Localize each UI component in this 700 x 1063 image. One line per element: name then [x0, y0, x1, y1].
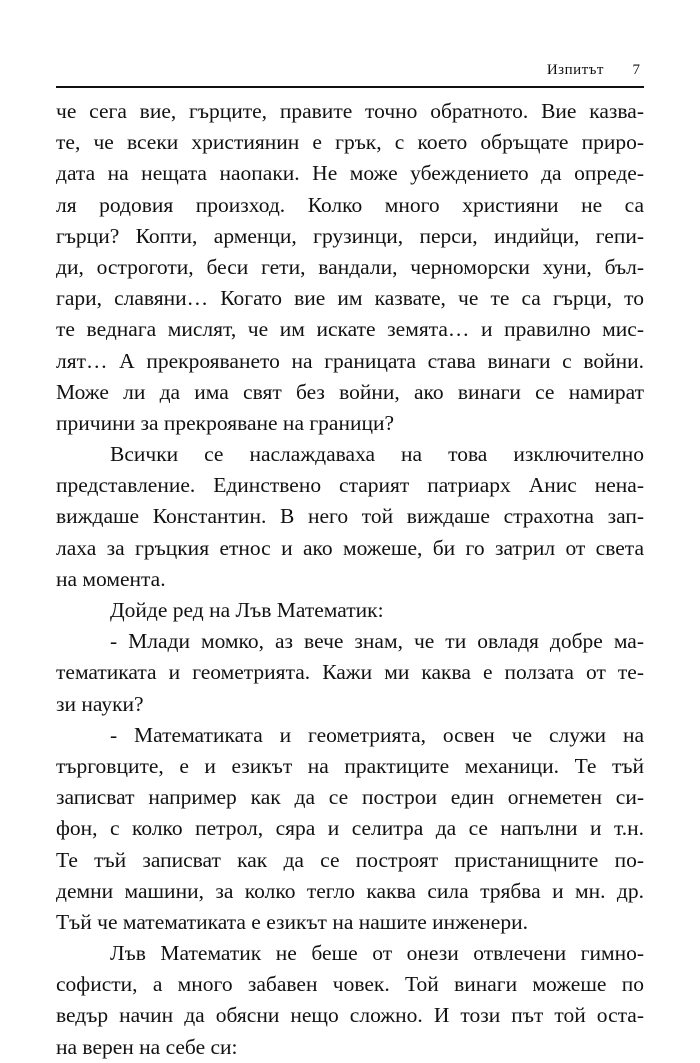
page-number: 7 — [632, 62, 640, 78]
text-line: Може ли да има свят без войни, ако винаги се намират — [56, 379, 644, 404]
text-line: фон, с колко петрол, сяра и селитра да се напълни и т.н. — [56, 816, 644, 841]
text-line: Тъй че математиката е езикът на нашите инженери. — [56, 909, 528, 934]
text-line: Дойде ред на Лъв Математик: — [110, 598, 384, 622]
text-line: че сега вие, гърците, правите точно обратното. Вие казва- — [56, 99, 644, 123]
text-line: причини за прекрояване на граници? — [56, 410, 395, 435]
text-line: на момента. — [56, 566, 166, 591]
text-line: ведър начин да обясни нещо сложно. И този път той оста- — [56, 1003, 644, 1028]
text-line: записват например как да се построи един огнеметен си- — [56, 785, 644, 810]
page-header — [56, 62, 644, 86]
text-line: те, че всеки християнин е грък, с което обръщате приро- — [56, 130, 644, 155]
running-title: Изпитът — [546, 62, 604, 78]
text-line: тематиката и геометрията. Кажи ми каква е ползата от те- — [56, 660, 644, 685]
text-line: ди, остроготи, беси гети, вандали, черноморски хуни, бъл- — [56, 254, 644, 279]
text-line: те веднага мислят, че им искате земята… и правилно мис- — [56, 317, 644, 342]
text-line: виждаше Константин. В него той виждаше страхотна зап- — [56, 504, 644, 529]
text-line: търговците, е и езикът на практиците механици. Те тъй — [56, 753, 644, 778]
text-line: лаха за гръцкия етнос и ако можеше, би го затрил от света — [56, 535, 644, 560]
header-rule — [56, 86, 644, 88]
text-line: лят… А прекрояването на границата става винаги с войни. — [56, 348, 644, 373]
text-line: Те тъй записват как да се построят пристанищните по- — [56, 847, 644, 872]
text-line: зи науки? — [56, 691, 144, 716]
text-line: - Млади момко, аз вече знам, че ти овладя добре ма- — [110, 629, 644, 654]
text-line: представление. Единствено старият патриарх Анис нена- — [56, 473, 644, 498]
text-line: Лъв Математик не беше от онези отвлечени гимно- — [110, 941, 644, 966]
text-line: софисти, а много забавен човек. Той винаги можеше по — [56, 972, 644, 997]
text-line: гърци? Копти, арменци, грузинци, перси, индийци, гепи- — [56, 223, 644, 248]
text-line: ля родовия произход. Колко много християни не са — [56, 192, 644, 217]
text-line: на верен на себе си: — [56, 1034, 238, 1059]
text-line: демни машини, за колко тегло каква сила трябва и мн. др. — [56, 878, 644, 903]
text-line: гари, славяни… Когато вие им казвате, че те са гърци, то — [56, 286, 644, 311]
text-line: - Математиката и геометрията, освен че служи на — [110, 722, 644, 747]
body-text — [56, 96, 644, 1063]
text-line: дата на нещата наопаки. Не може убеждението да опреде- — [56, 161, 644, 186]
text-line: Всички се наслаждаваха на това изключително — [110, 442, 644, 467]
